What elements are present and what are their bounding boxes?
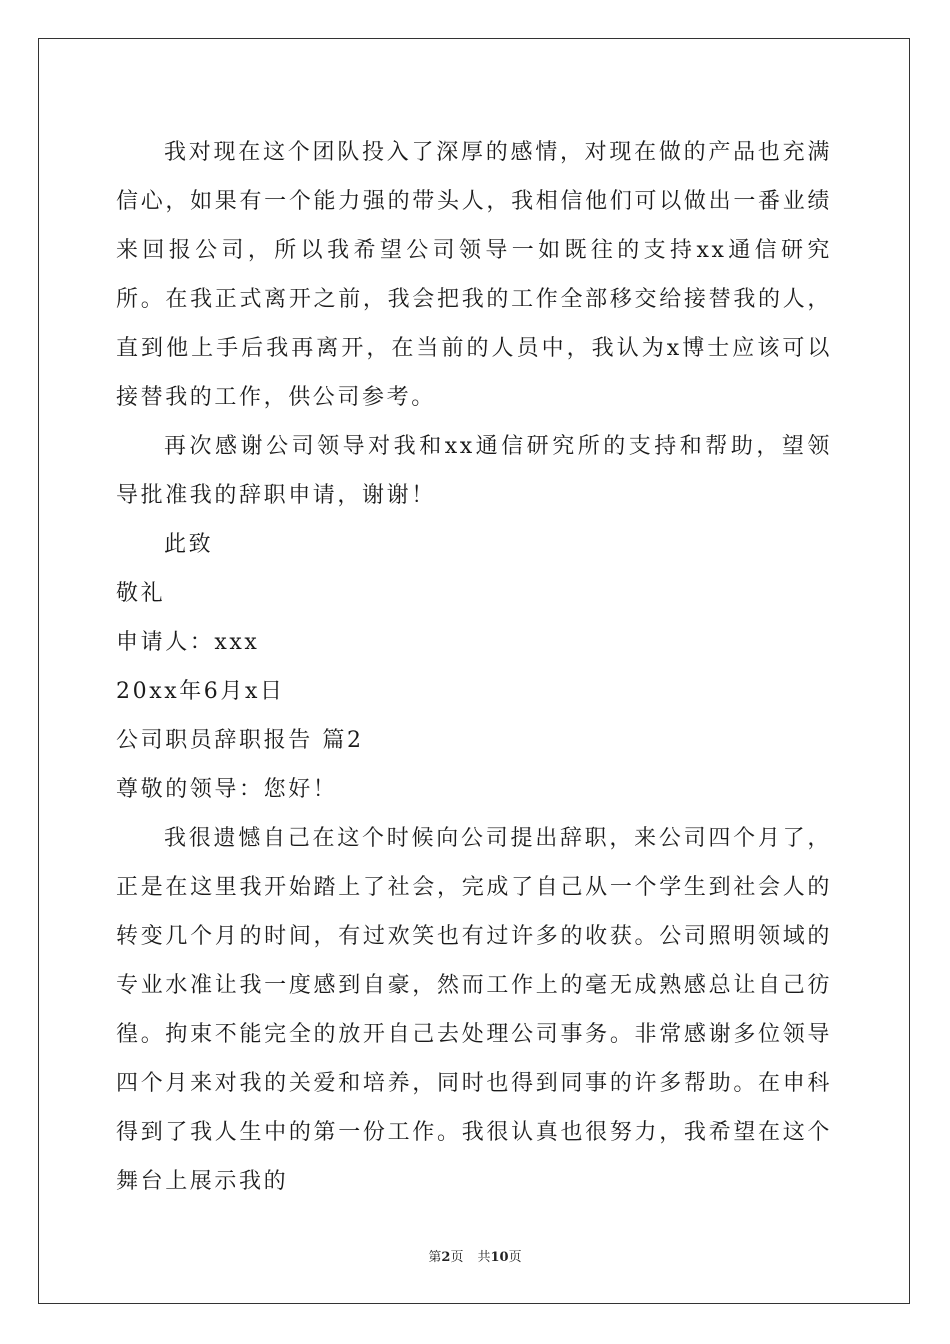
applicant-line: 申请人：xxx (116, 630, 260, 655)
page-number: 2 (441, 1250, 451, 1265)
paragraph-team-feelings: 我对现在这个团队投入了深厚的感情，对现在做的产品也充满信心，如果有一个能力强的带头人，我相信他们可以做出一番业绩来回报公司，所以我希望公司领导一如既往的支持xx通信研究所。在我正式离开之前，我会把我的工作全部移交给接替我的人，直到他上手后我再离开，在当前的人员中，我认为x博士应该可以接替我的工作，供公司参考。 (116, 140, 832, 410)
page-prefix: 第 (428, 1250, 442, 1265)
date-line: 20xx年6月x日 (116, 679, 285, 704)
total-pages: 10 (490, 1250, 509, 1265)
closing-respect: 敬礼 (116, 581, 166, 606)
closing-salutation: 此致 (164, 532, 214, 557)
page-footer (0, 1246, 950, 1265)
section-title: 公司职员辞职报告 篇2 (116, 728, 364, 753)
page-suffix: 页 (450, 1250, 464, 1265)
total-suffix: 页 (508, 1250, 522, 1265)
total-prefix: 共 (477, 1250, 491, 1265)
greeting-line: 尊敬的领导：您好！ (116, 777, 338, 802)
document-body (116, 128, 832, 1206)
paragraph-thanks: 再次感谢公司领导对我和xx通信研究所的支持和帮助，望领导批准我的辞职申请，谢谢！ (116, 434, 832, 508)
paragraph-resignation-reason: 我很遗憾自己在这个时候向公司提出辞职，来公司四个月了，正是在这里我开始踏上了社会，完成了自己从一个学生到社会人的转变几个月的时间，有过欢笑也有过许多的收获。公司照明领域的专业水准让我一度感到自豪，然而工作上的毫无成熟感总让自己彷徨。拘束不能完全的放开自己去处理公司事务。非常感谢多位领导四个月来对我的关爱和培养，同时也得到同事的许多帮助。在申科得到了我人生中的第一份工作。我很认真也很努力，我希望在这个舞台上展示我的 (116, 826, 832, 1194)
